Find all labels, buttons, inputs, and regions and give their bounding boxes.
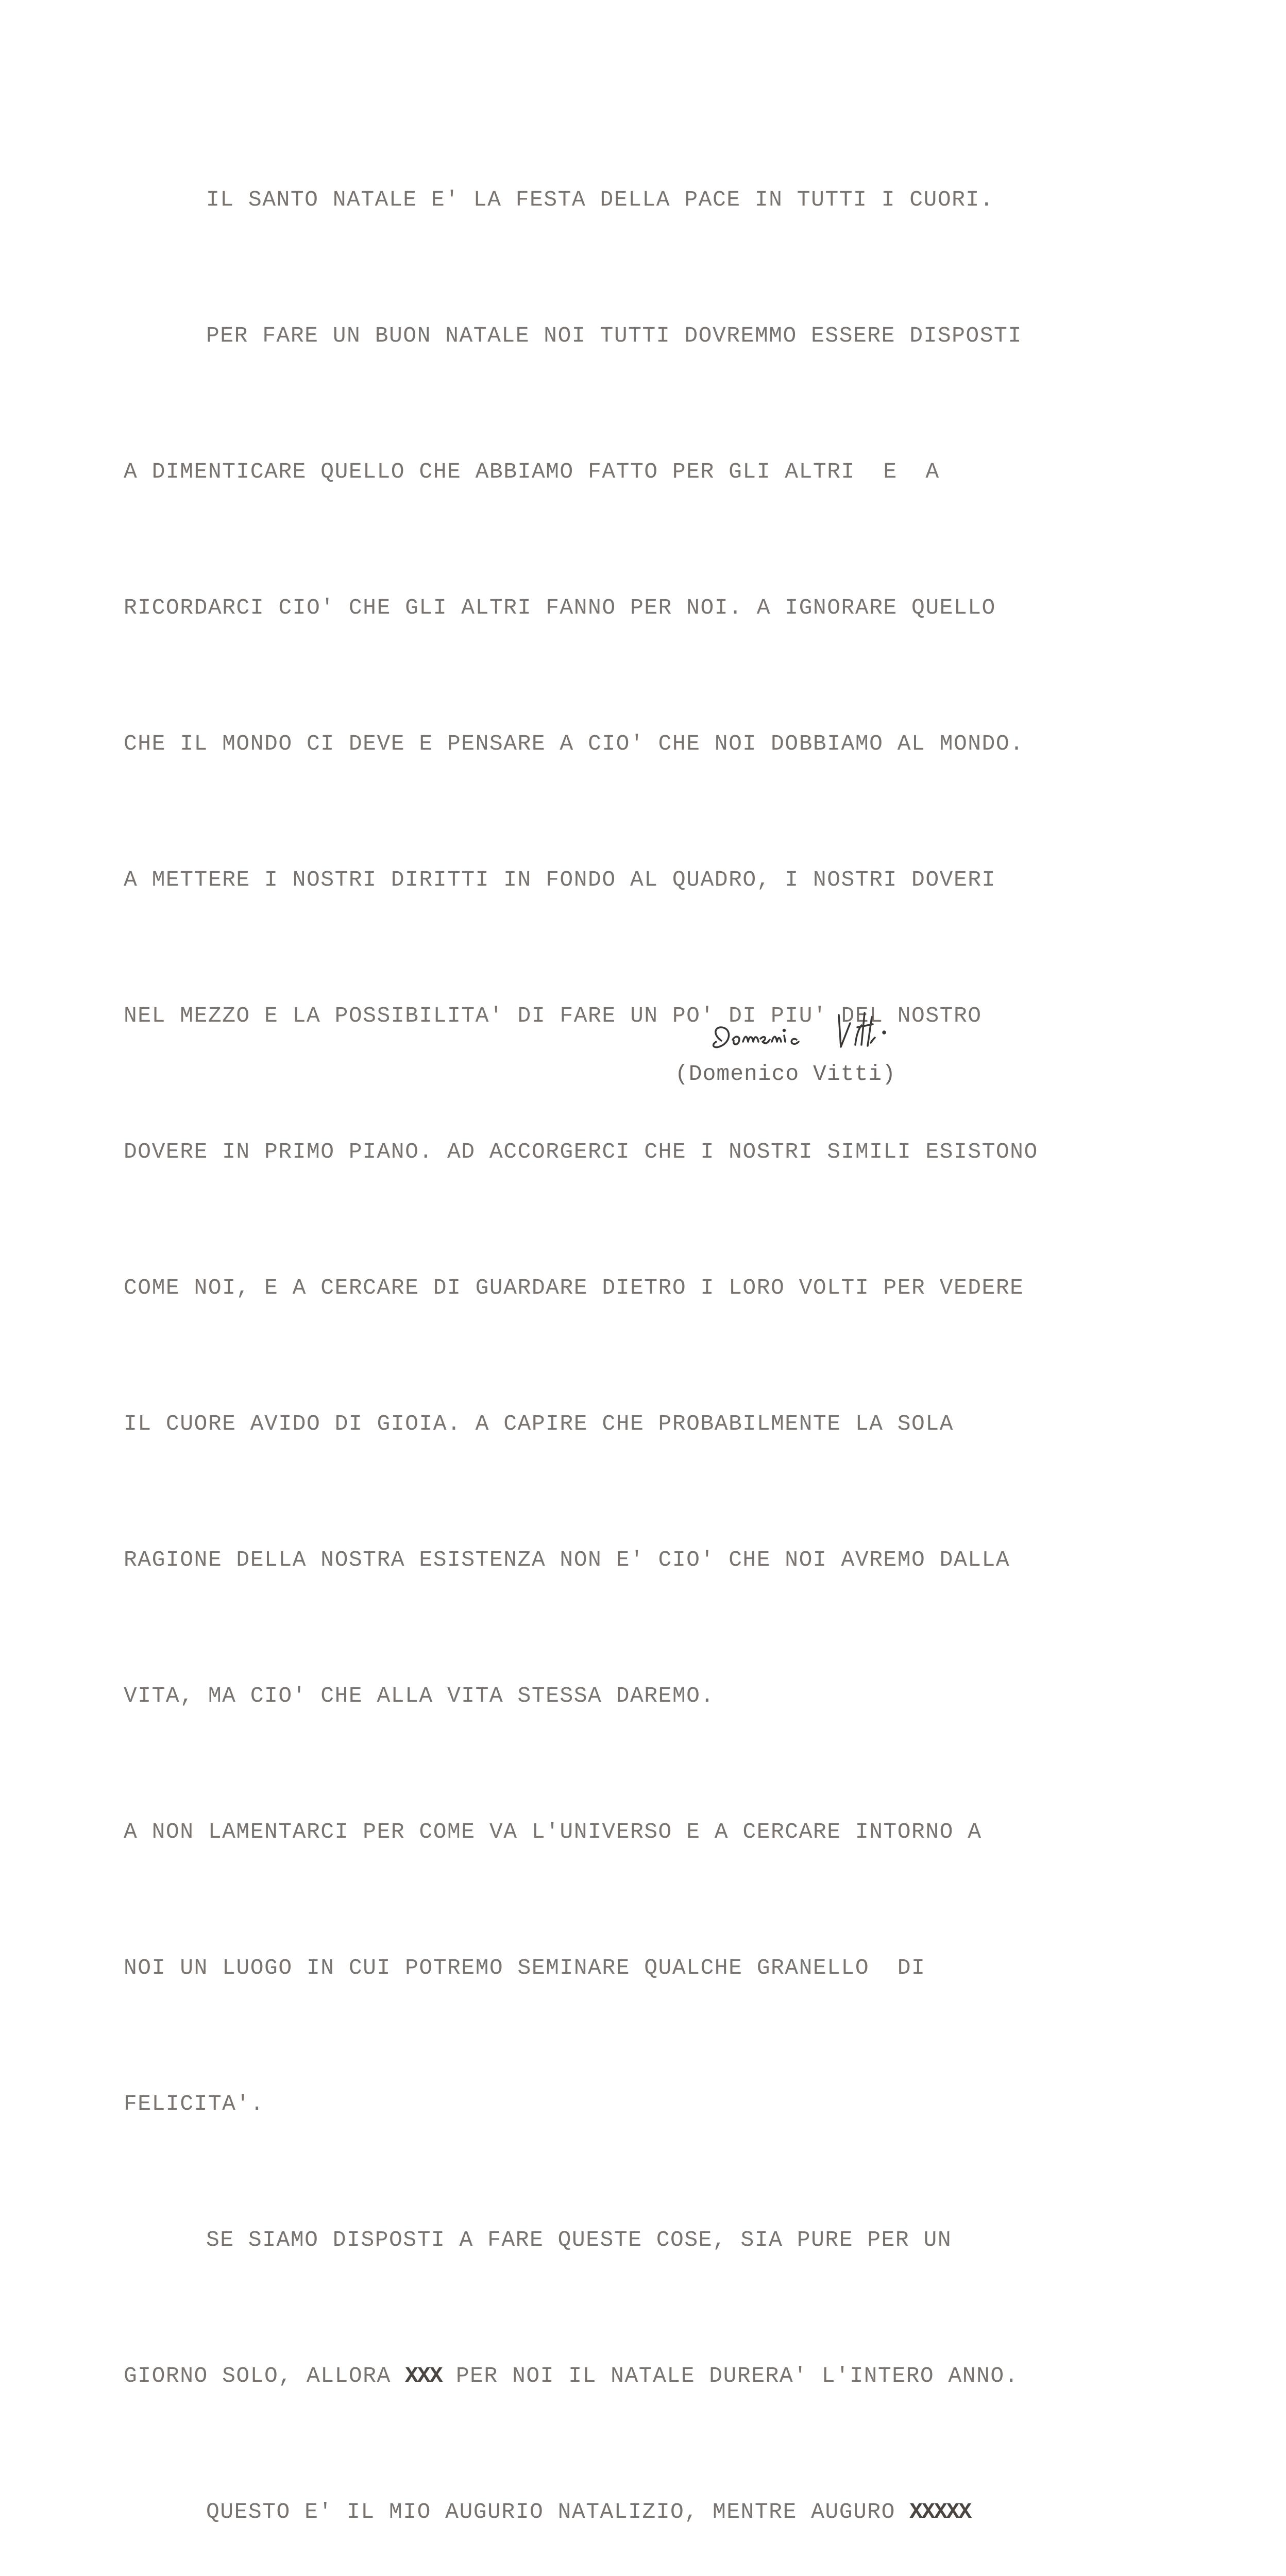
letter-line: NOI UN LUOGO IN CUI POTREMO SEMINARE QUALCHE GRANELLO DI	[124, 1955, 926, 1980]
letter-line: IL SANTO NATALE E' LA FESTA DELLA PACE IN TUTTI I CUORI.	[206, 187, 994, 212]
letter-text: QUESTO E' IL MIO AUGURIO NATALIZIO, MENTRE AUGURO	[206, 2499, 895, 2524]
overstruck-text: XXXXX	[909, 2499, 971, 2524]
typed-signature-name: (Domenico Vitti)	[675, 1061, 896, 1087]
letter-line: A METTERE I NOSTRI DIRITTI IN FONDO AL QUADRO, I NOSTRI DOVERI	[124, 867, 996, 892]
letter-line: IL CUORE AVIDO DI GIOIA. A CAPIRE CHE PROBABILMENTE LA SOLA	[124, 1411, 954, 1436]
handwritten-signature	[701, 1005, 948, 1061]
letter-line	[124, 2489, 1195, 2535]
letter-text: PER NOI IL NATALE DURERA' L'INTERO ANNO.	[455, 2363, 1019, 2388]
letter-text: GIORNO SOLO, ALLORA	[124, 2363, 391, 2388]
letter-line: COME NOI, E A CERCARE DI GUARDARE DIETRO I LORO VOLTI PER VEDERE	[124, 1275, 1024, 1300]
letter-body	[124, 87, 1195, 2576]
letter-line: PER FARE UN BUON NATALE NOI TUTTI DOVREMMO ESSERE DISPOSTI	[206, 323, 1022, 348]
letter-line: VITA, MA CIO' CHE ALLA VITA STESSA DAREMO.	[124, 1683, 715, 1708]
letter-line: A DIMENTICARE QUELLO CHE ABBIAMO FATTO PER GLI ALTRI E A	[124, 459, 940, 484]
overstruck-text: XXX	[405, 2363, 442, 2388]
letter-line: RICORDARCI CIO' CHE GLI ALTRI FANNO PER NOI. A IGNORARE QUELLO	[124, 595, 996, 620]
letter-line: NEL MEZZO E LA POSSIBILITA' DI FARE UN PO' DI PIU' DEL NOSTRO	[124, 1003, 982, 1028]
letter-line: RAGIONE DELLA NOSTRA ESISTENZA NON E' CIO' CHE NOI AVREMO DALLA	[124, 1547, 1010, 1572]
letter-line: SE SIAMO DISPOSTI A FARE QUESTE COSE, SIA PURE PER UN	[206, 2227, 952, 2252]
letter-line: A NON LAMENTARCI PER COME VA L'UNIVERSO E A CERCARE INTORNO A	[124, 1819, 982, 1844]
letter-line	[124, 2353, 1195, 2399]
letter-line: CHE IL MONDO CI DEVE E PENSARE A CIO' CHE NOI DOBBIAMO AL MONDO.	[124, 731, 1024, 756]
letter-line: DOVERE IN PRIMO PIANO. AD ACCORGERCI CHE I NOSTRI SIMILI ESISTONO	[124, 1139, 1038, 1164]
letter-line: FELICITA'.	[124, 2091, 265, 2116]
